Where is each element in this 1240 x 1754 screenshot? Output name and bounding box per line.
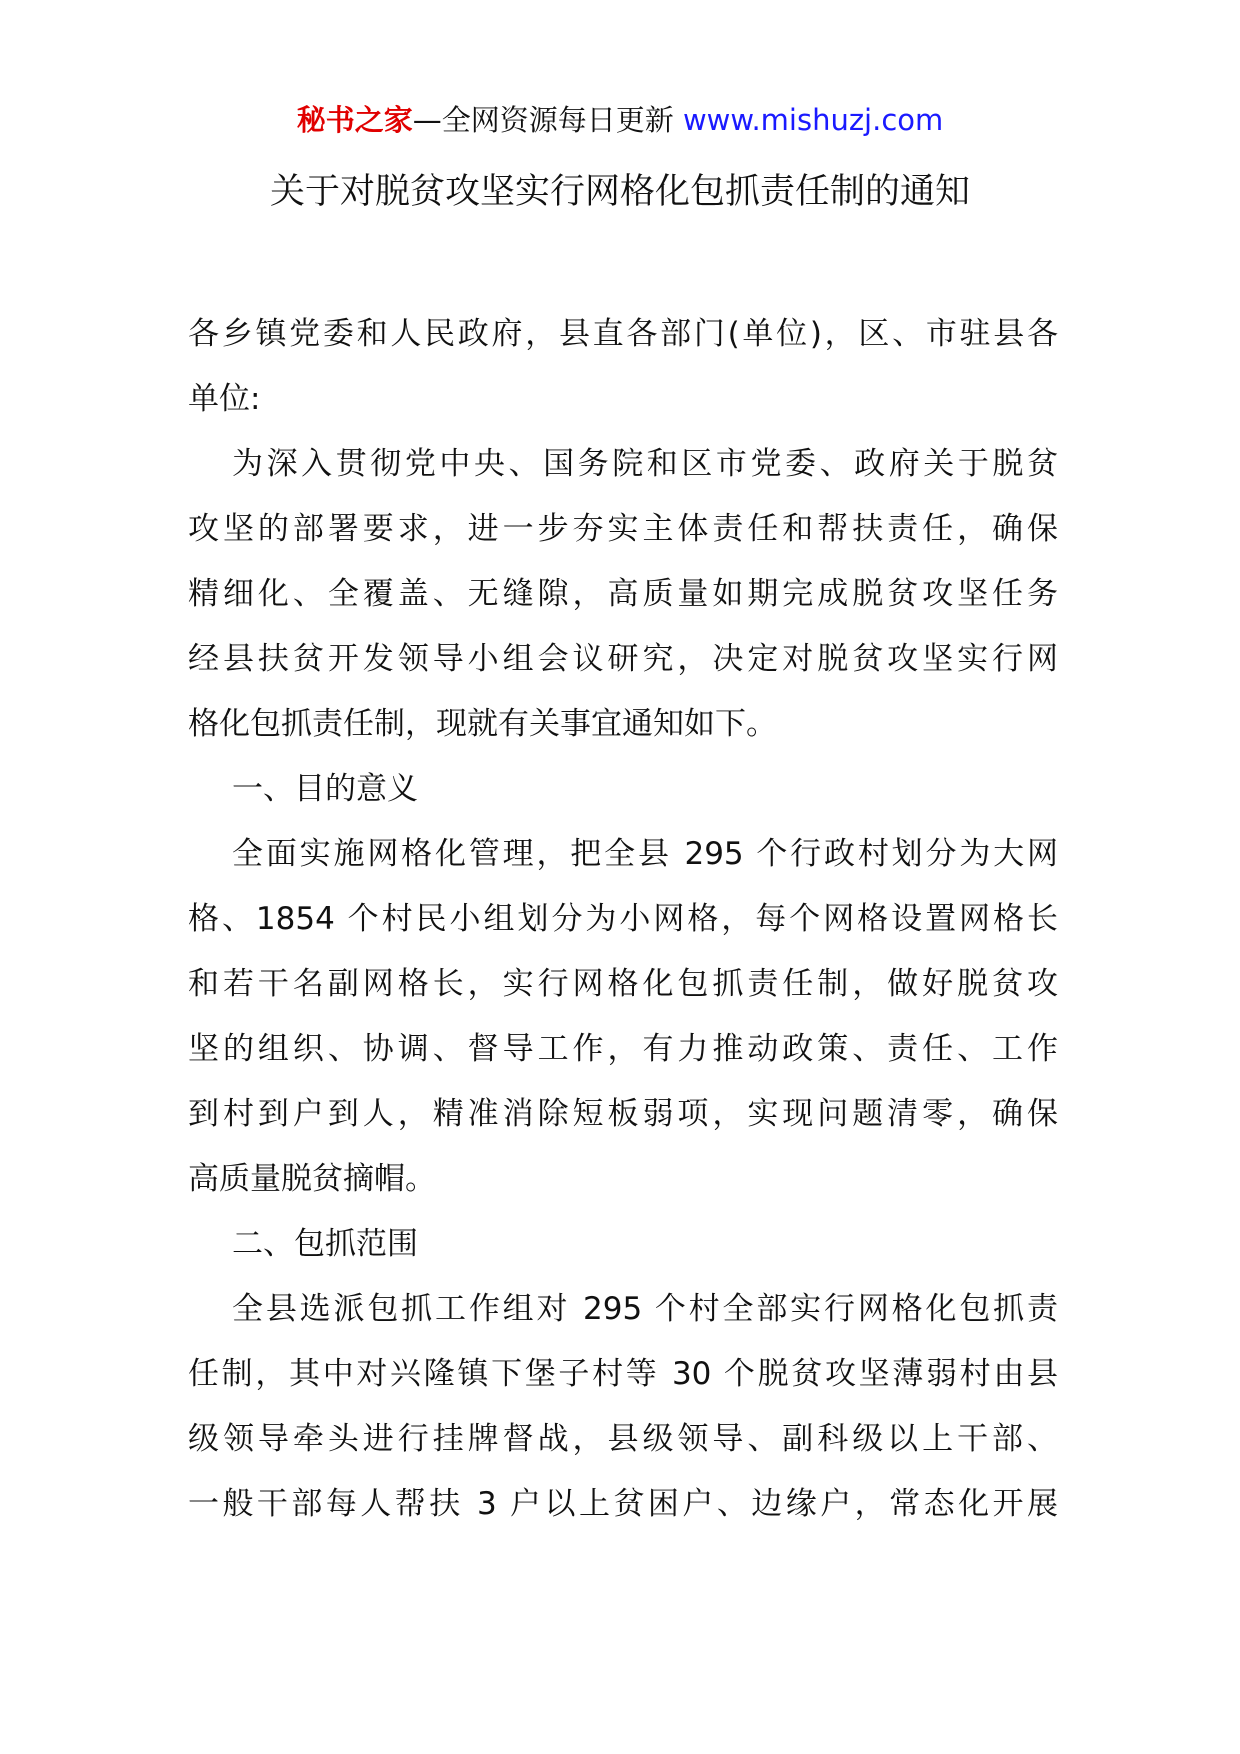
paragraph-line: 高质量脱贫摘帽。 (188, 1161, 436, 1197)
document-body (188, 302, 1058, 1537)
paragraph-line: 为深入贯彻党中央、国务院和区市党委、政府关于脱贫 (232, 446, 1058, 482)
banner-slogan: —全网资源每日更新 (412, 103, 674, 137)
paragraph-line: 格化包抓责任制，现就有关事宜通知如下。 (188, 706, 777, 742)
paragraph-line: 任制，其中对兴隆镇下堡子村等 30 个脱贫攻坚薄弱村由县 (188, 1356, 1058, 1392)
paragraph-line: 级领导牵头进行挂牌督战，县级领导、副科级以上干部、 (188, 1421, 1058, 1457)
paragraph-line: 和若干名副网格长，实行网格化包抓责任制，做好脱贫攻 (188, 966, 1058, 1002)
brand-name: 秘书之家 (296, 103, 413, 137)
banner-url-link[interactable]: www.mishuzj.com (682, 103, 944, 137)
document-title: 关于对脱贫攻坚实行网格化包抓责任制的通知 (269, 172, 970, 212)
site-banner (0, 100, 1240, 140)
paragraph-line: 坚的组织、协调、督导工作，有力推动政策、责任、工作 (188, 1031, 1058, 1067)
paragraph-line: 到村到户到人，精准消除短板弱项，实现问题清零，确保 (188, 1096, 1058, 1132)
section-heading: 一、目的意义 (232, 771, 418, 807)
paragraph-line: 单位: (188, 381, 261, 417)
paragraph-line: 格、1854 个村民小组划分为小网格，每个网格设置网格长 (188, 901, 1058, 937)
paragraph-line: 攻坚的部署要求，进一步夯实主体责任和帮扶责任，确保 (188, 511, 1058, 547)
paragraph-line: 一般干部每人帮扶 3 户以上贫困户、边缘户，常态化开展 (188, 1486, 1058, 1522)
section-heading: 二、包抓范围 (232, 1226, 418, 1262)
paragraph-line: 全面实施网格化管理，把全县 295 个行政村划分为大网 (232, 836, 1058, 872)
paragraph-line: 经县扶贫开发领导小组会议研究，决定对脱贫攻坚实行网 (188, 641, 1058, 677)
paragraph-line: 精细化、全覆盖、无缝隙，高质量如期完成脱贫攻坚任务 (188, 576, 1058, 612)
paragraph-line: 各乡镇党委和人民政府，县直各部门(单位)，区、市驻县各 (188, 316, 1058, 352)
paragraph-line: 全县选派包抓工作组对 295 个村全部实行网格化包抓责 (232, 1291, 1058, 1327)
